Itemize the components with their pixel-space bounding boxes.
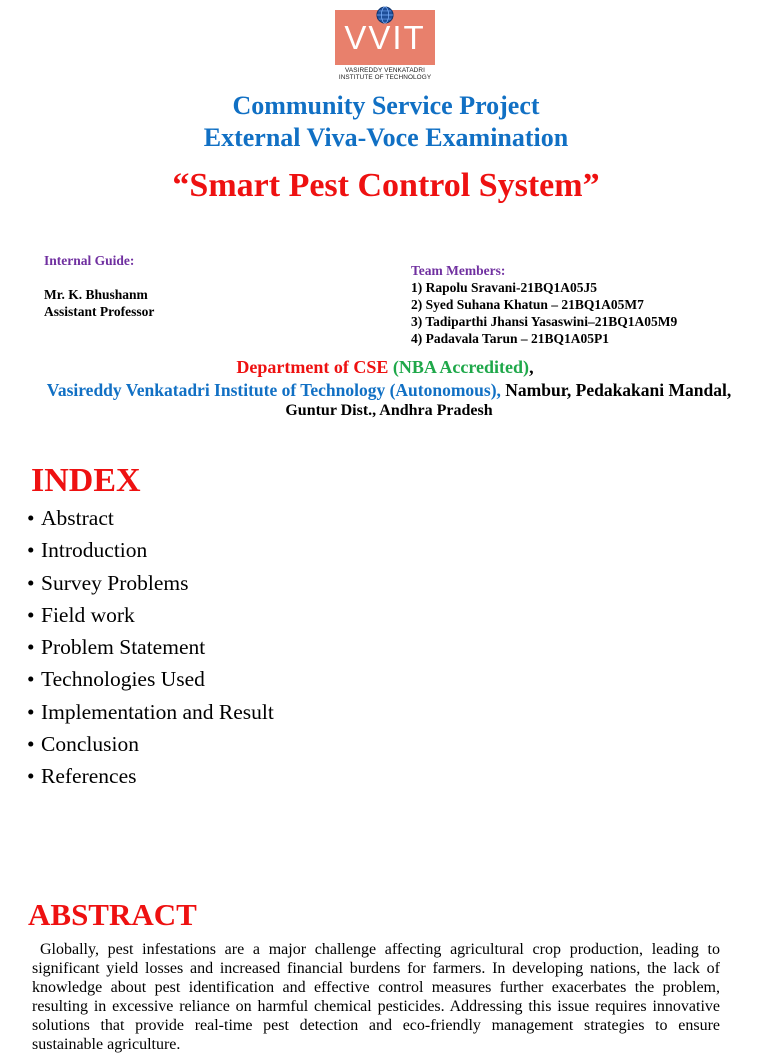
bullet-icon: • <box>27 570 35 595</box>
index-heading: INDEX <box>31 462 141 499</box>
logo-subtitle-line1: VASIREDDY VENKATADRI <box>344 67 425 74</box>
abstract-heading: ABSTRACT <box>28 897 197 932</box>
header-line2: External Viva-Voce Examination <box>203 123 569 152</box>
bullet-icon: • <box>27 699 35 724</box>
index-item <box>27 728 274 760</box>
accreditation: (NBA Accredited) <box>392 357 530 377</box>
index-item-label: Introduction <box>41 538 148 563</box>
index-item-label: Abstract <box>41 506 114 530</box>
header-line1: Community Service Project <box>232 91 540 120</box>
index-item-label: Survey Problems <box>41 570 189 595</box>
department-line <box>0 356 768 378</box>
team-member: 2) Syed Suhana Khatun – 21BQ1A05M7 <box>411 297 644 312</box>
abstract-body: Globally, pest infestations are a major challenge affecting agricultural crop production, leading to significant yield losses and increased financial burdens for farmers. In developing nations, the lack of knowledge about pest identification and effective control measures further exacerbates the problem, resulting in excessive reliance on harmful chemical pesticides. Addressing this issue requires innovative solutions that provide real-time pest detection and eco-friendly management strategies to ensure sustainable agriculture. <box>32 941 720 1053</box>
guide-label: Internal Guide: <box>44 253 135 268</box>
bullet-icon: • <box>27 506 35 530</box>
index-item-label: References <box>41 764 137 789</box>
index-item-label: Field work <box>41 602 135 627</box>
bullet-icon: • <box>27 732 35 757</box>
institute-name: Vasireddy Venkatadri Institute of Technology (Autonomous), <box>46 380 501 400</box>
bullet-icon: • <box>27 538 35 563</box>
bullet-icon: • <box>27 635 35 660</box>
index-item <box>27 567 274 599</box>
institute-logo <box>335 6 435 81</box>
team-member: 3) Tadiparthi Jhansi Yasaswini–21BQ1A05M9 <box>411 314 678 329</box>
team-label: Team Members: <box>411 263 506 278</box>
index-item <box>27 599 274 631</box>
team-members-list <box>411 279 677 347</box>
index-item-label: Implementation and Result <box>41 699 274 724</box>
index-item <box>27 760 274 792</box>
institute-district: Guntur Dist., Andhra Pradesh <box>285 402 493 419</box>
department-separator: , <box>529 357 534 377</box>
guide-name: Mr. K. Bhushanm <box>44 287 148 302</box>
bullet-icon: • <box>27 667 35 692</box>
logo-text: VVIT <box>344 19 426 56</box>
institute-location: Nambur, Pedakakani Mandal, <box>505 380 732 400</box>
index-item-label: Technologies Used <box>41 667 205 692</box>
department-name: Department of CSE <box>236 357 389 377</box>
team-member: 1) Rapolu Sravani-21BQ1A05J5 <box>411 280 598 295</box>
index-item <box>27 631 274 663</box>
institute-line <box>0 379 768 401</box>
index-item <box>27 696 274 728</box>
logo-subtitle-line2: INSTITUTE OF TECHNOLOGY <box>338 74 432 81</box>
bullet-icon: • <box>27 764 35 789</box>
index-list <box>27 502 274 793</box>
project-title: “Smart Pest Control System” <box>172 167 600 204</box>
bullet-icon: • <box>27 602 35 627</box>
index-item-label: Problem Statement <box>41 635 206 660</box>
index-item <box>27 534 274 566</box>
index-item-label: Conclusion <box>41 732 139 757</box>
index-item <box>27 663 274 695</box>
index-item <box>27 502 274 534</box>
guide-designation: Assistant Professor <box>44 304 155 319</box>
team-member: 4) Padavala Tarun – 21BQ1A05P1 <box>411 331 610 346</box>
